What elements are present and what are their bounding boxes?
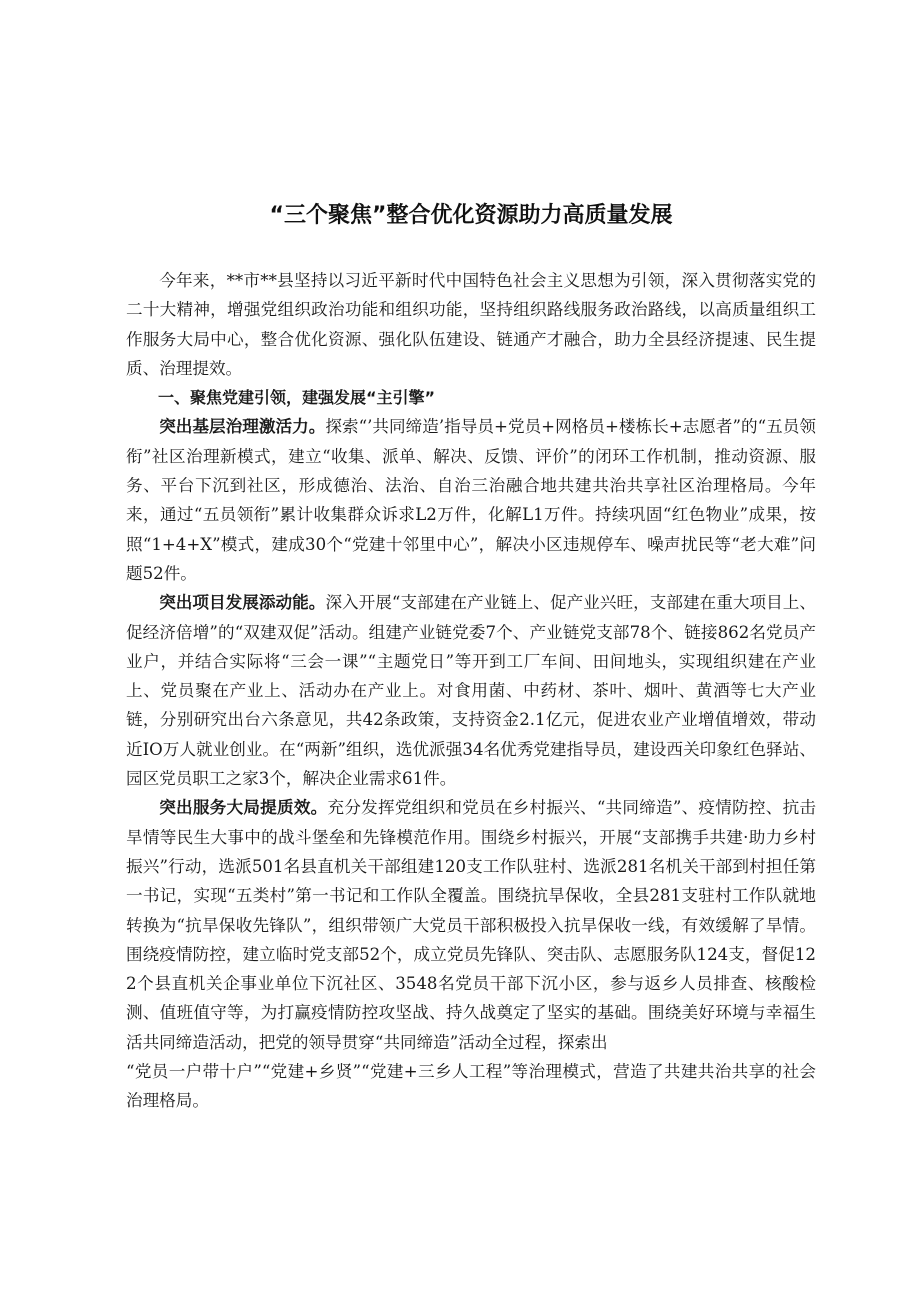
intro-paragraph: 今年来，**市**县坚持以习近平新时代中国特色社会主义思想为引领，深入贯彻落实党的二十大精神，增强党组织政治功能和组织功能，坚持组织路线服务政治路线，以高质量组织工作服务大局中心，整合优化资源、强化队伍建设、链通产才融合，助力全县经济提速、民生提质、治理提效。: [126, 271, 816, 378]
paragraph-body: 充分发挥党组织和党员在乡村振兴、“共同缔造”、疫情防控、抗击旱情等民生大事中的战斗堡垒和先锋模范作用。围绕乡村振兴，开展“支部携手共建·助力乡村振兴”行动，选派501名县直机关干部组建120支工作队驻村、选派281名机关干部到村担任第一书记，实现“五类村”第一书记和工作队全覆盖。围绕抗旱保收，全县281支驻村工作队就地转换为“抗旱保收先锋队”，组织带领广大党员干部积极投入抗旱保收一线，有效缓解了旱情。围绕疫情防控，建立临时党支部52个，成立党员先锋队、突击队、志愿服务队124支，督促122个县直机关企事业单位下沉社区、3548名党员干部下沉小区，参与返乡人员排查、核酸检测、值班值守等，为打赢疫情防控攻坚战、持久战奠定了坚实的基础。围绕美好环境与幸福生活共同缔造活动，把党的领导贯穿“共同缔造”活动全过程，探索出: [126, 798, 817, 1052]
paragraph-project-development: [126, 588, 816, 793]
document-page: [126, 200, 816, 1116]
paragraph-body: 探索“’共同缔造’指导员+党员+网格员+楼栋长+志愿者”的“五员领衔”社区治理新模式，建立“收集、派单、解决、反馈、评价”的闭环工作机制，推动资源、服务、平台下沉到社区，形成德治、法治、自治三治融合地共建共治共享社区治理格局。今年来，通过“五员领衔”累计收集群众诉求L2万件，化解L1万件。持续巩固“红色物业”成果，按照“1+4+X”模式，建成30个“党建十邻里中心”，解决小区违规停车、噪声扰民等“老大难”问题52件。: [126, 417, 816, 583]
paragraph-grassroots-governance: [126, 412, 816, 588]
paragraph-continuation: “党员一户带十户”“党建+乡贤”“党建+三乡人工程”等治理模式，营造了共建共治共享的社会治理格局。: [126, 1062, 816, 1111]
paragraph-serve-overall: [126, 793, 816, 1057]
paragraph-body: 深入开展“支部建在产业链上、促产业兴旺，支部建在重大项目上、促经济倍增”的“双建双促”活动。组建产业链党委7个、产业链党支部78个、链接862名党员产业户，并结合实际将“三会一课”“主题党日”等开到工厂车间、田间地头，实现组织建在产业上、党员聚在产业上、活动办在产业上。对食用菌、中药材、茶叶、烟叶、黄酒等七大产业链，分别研究出台六条意见，共42条政策，支持资金2.1亿元，促进农业产业增值增效，带动近IO万人就业创业。在“两新”组织，选优派强34名优秀党建指导员，建设西关印象红色驿站、园区党员职工之家3个，解决企业需求61件。: [126, 593, 817, 789]
paragraph-lead: 突出基层治理激活力。: [159, 417, 326, 437]
paragraph-lead: 突出项目发展添动能。: [159, 593, 326, 613]
paragraph-lead: 突出服务大局提质效。: [159, 798, 328, 818]
section-heading-1: 一、聚焦党建引领，建强发展“主引擎”: [158, 388, 436, 408]
document-title: “三个聚焦”整合优化资源助力高质量发展: [269, 203, 673, 228]
